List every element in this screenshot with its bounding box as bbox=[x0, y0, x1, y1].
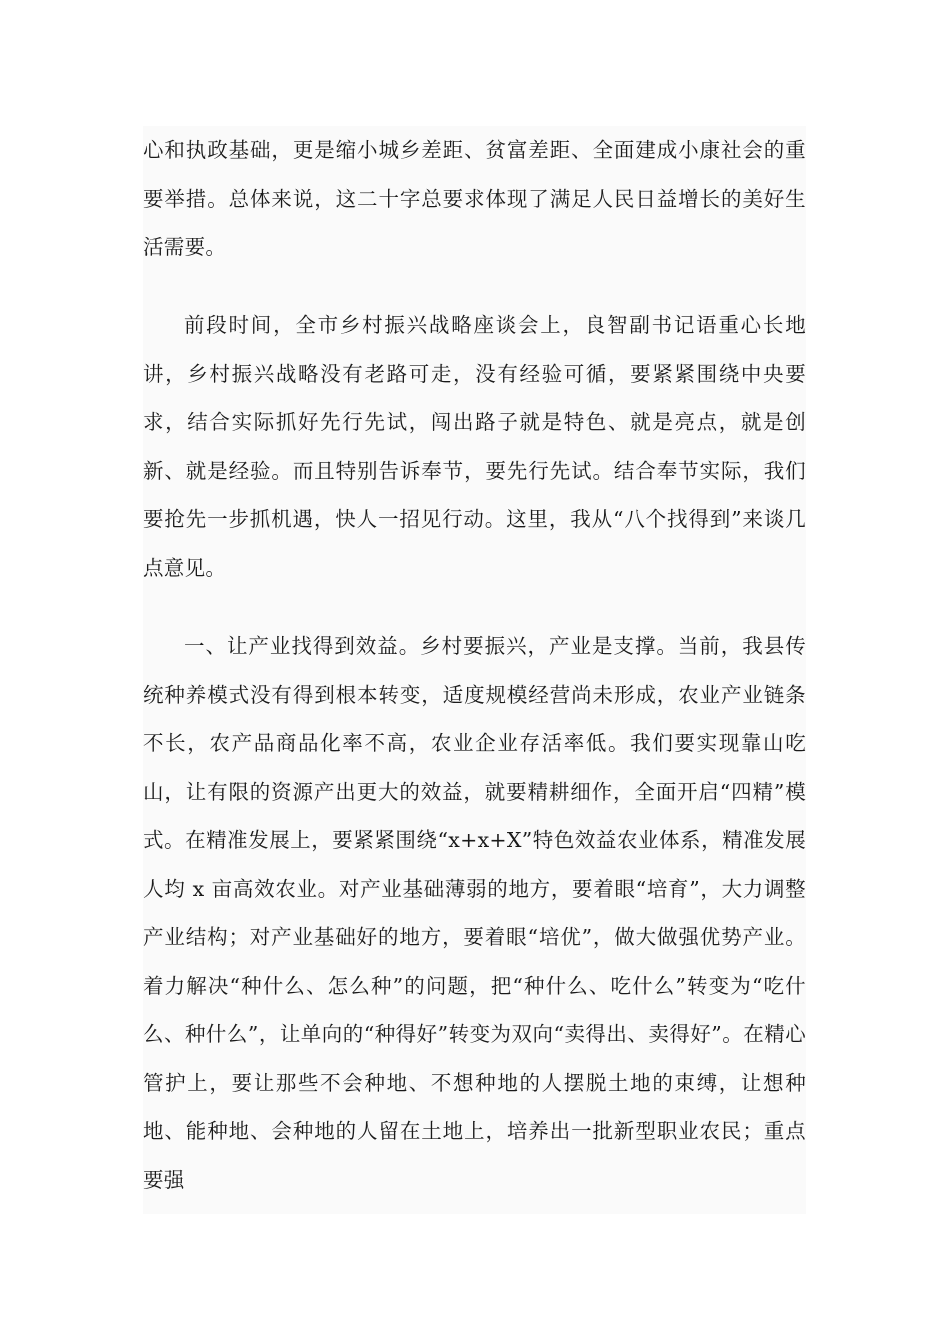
paragraph-2: 前段时间，全市乡村振兴战略座谈会上，良智副书记语重心长地讲，乡村振兴战略没有老路可走，没有经验可循，要紧紧围绕中央要求，结合实际抓好先行先试，闯出路子就是特色、就是亮点，就是创新、就是经验。而且特别告诉奉节，要先行先试。结合奉节实际，我们要抢先一步抓机遇，快人一招见行动。这里，我从“八个找得到”来谈几点意见。 bbox=[143, 313, 806, 580]
document-body bbox=[143, 126, 806, 1214]
paragraph-3: 一、让产业找得到效益。乡村要振兴，产业是支撑。当前，我县传统种养模式没有得到根本转变，适度规模经营尚未形成，农业产业链条不长，农产品商品化率不高，农业企业存活率低。我们要实现靠山吃山，让有限的资源产出更大的效益，就要精耕细作，全面开启“四精”模式。在精准发展上，要紧紧围绕“x+x+X”特色效益农业体系，精准发展人均 x 亩高效农业。对产业基础薄弱的地方，要着眼“培育”，大力调整产业结构；对产业基础好的地方，要着眼“培优”，做大做强优势产业。着力解决“种什么、怎么种”的问题，把“种什么、吃什么”转变为“吃什么、种什么”，让单向的“种得好”转变为双向“卖得出、卖得好”。在精心管护上，要让那些不会种地、不想种地的人摆脱土地的束缚，让想种地、能种地、会种地的人留在土地上，培养出一批新型职业农民；重点要强 bbox=[143, 634, 806, 1192]
paragraph-1: 心和执政基础，更是缩小城乡差距、贫富差距、全面建成小康社会的重要举措。总体来说，这二十字总要求体现了满足人民日益增长的美好生活需要。 bbox=[143, 138, 806, 259]
